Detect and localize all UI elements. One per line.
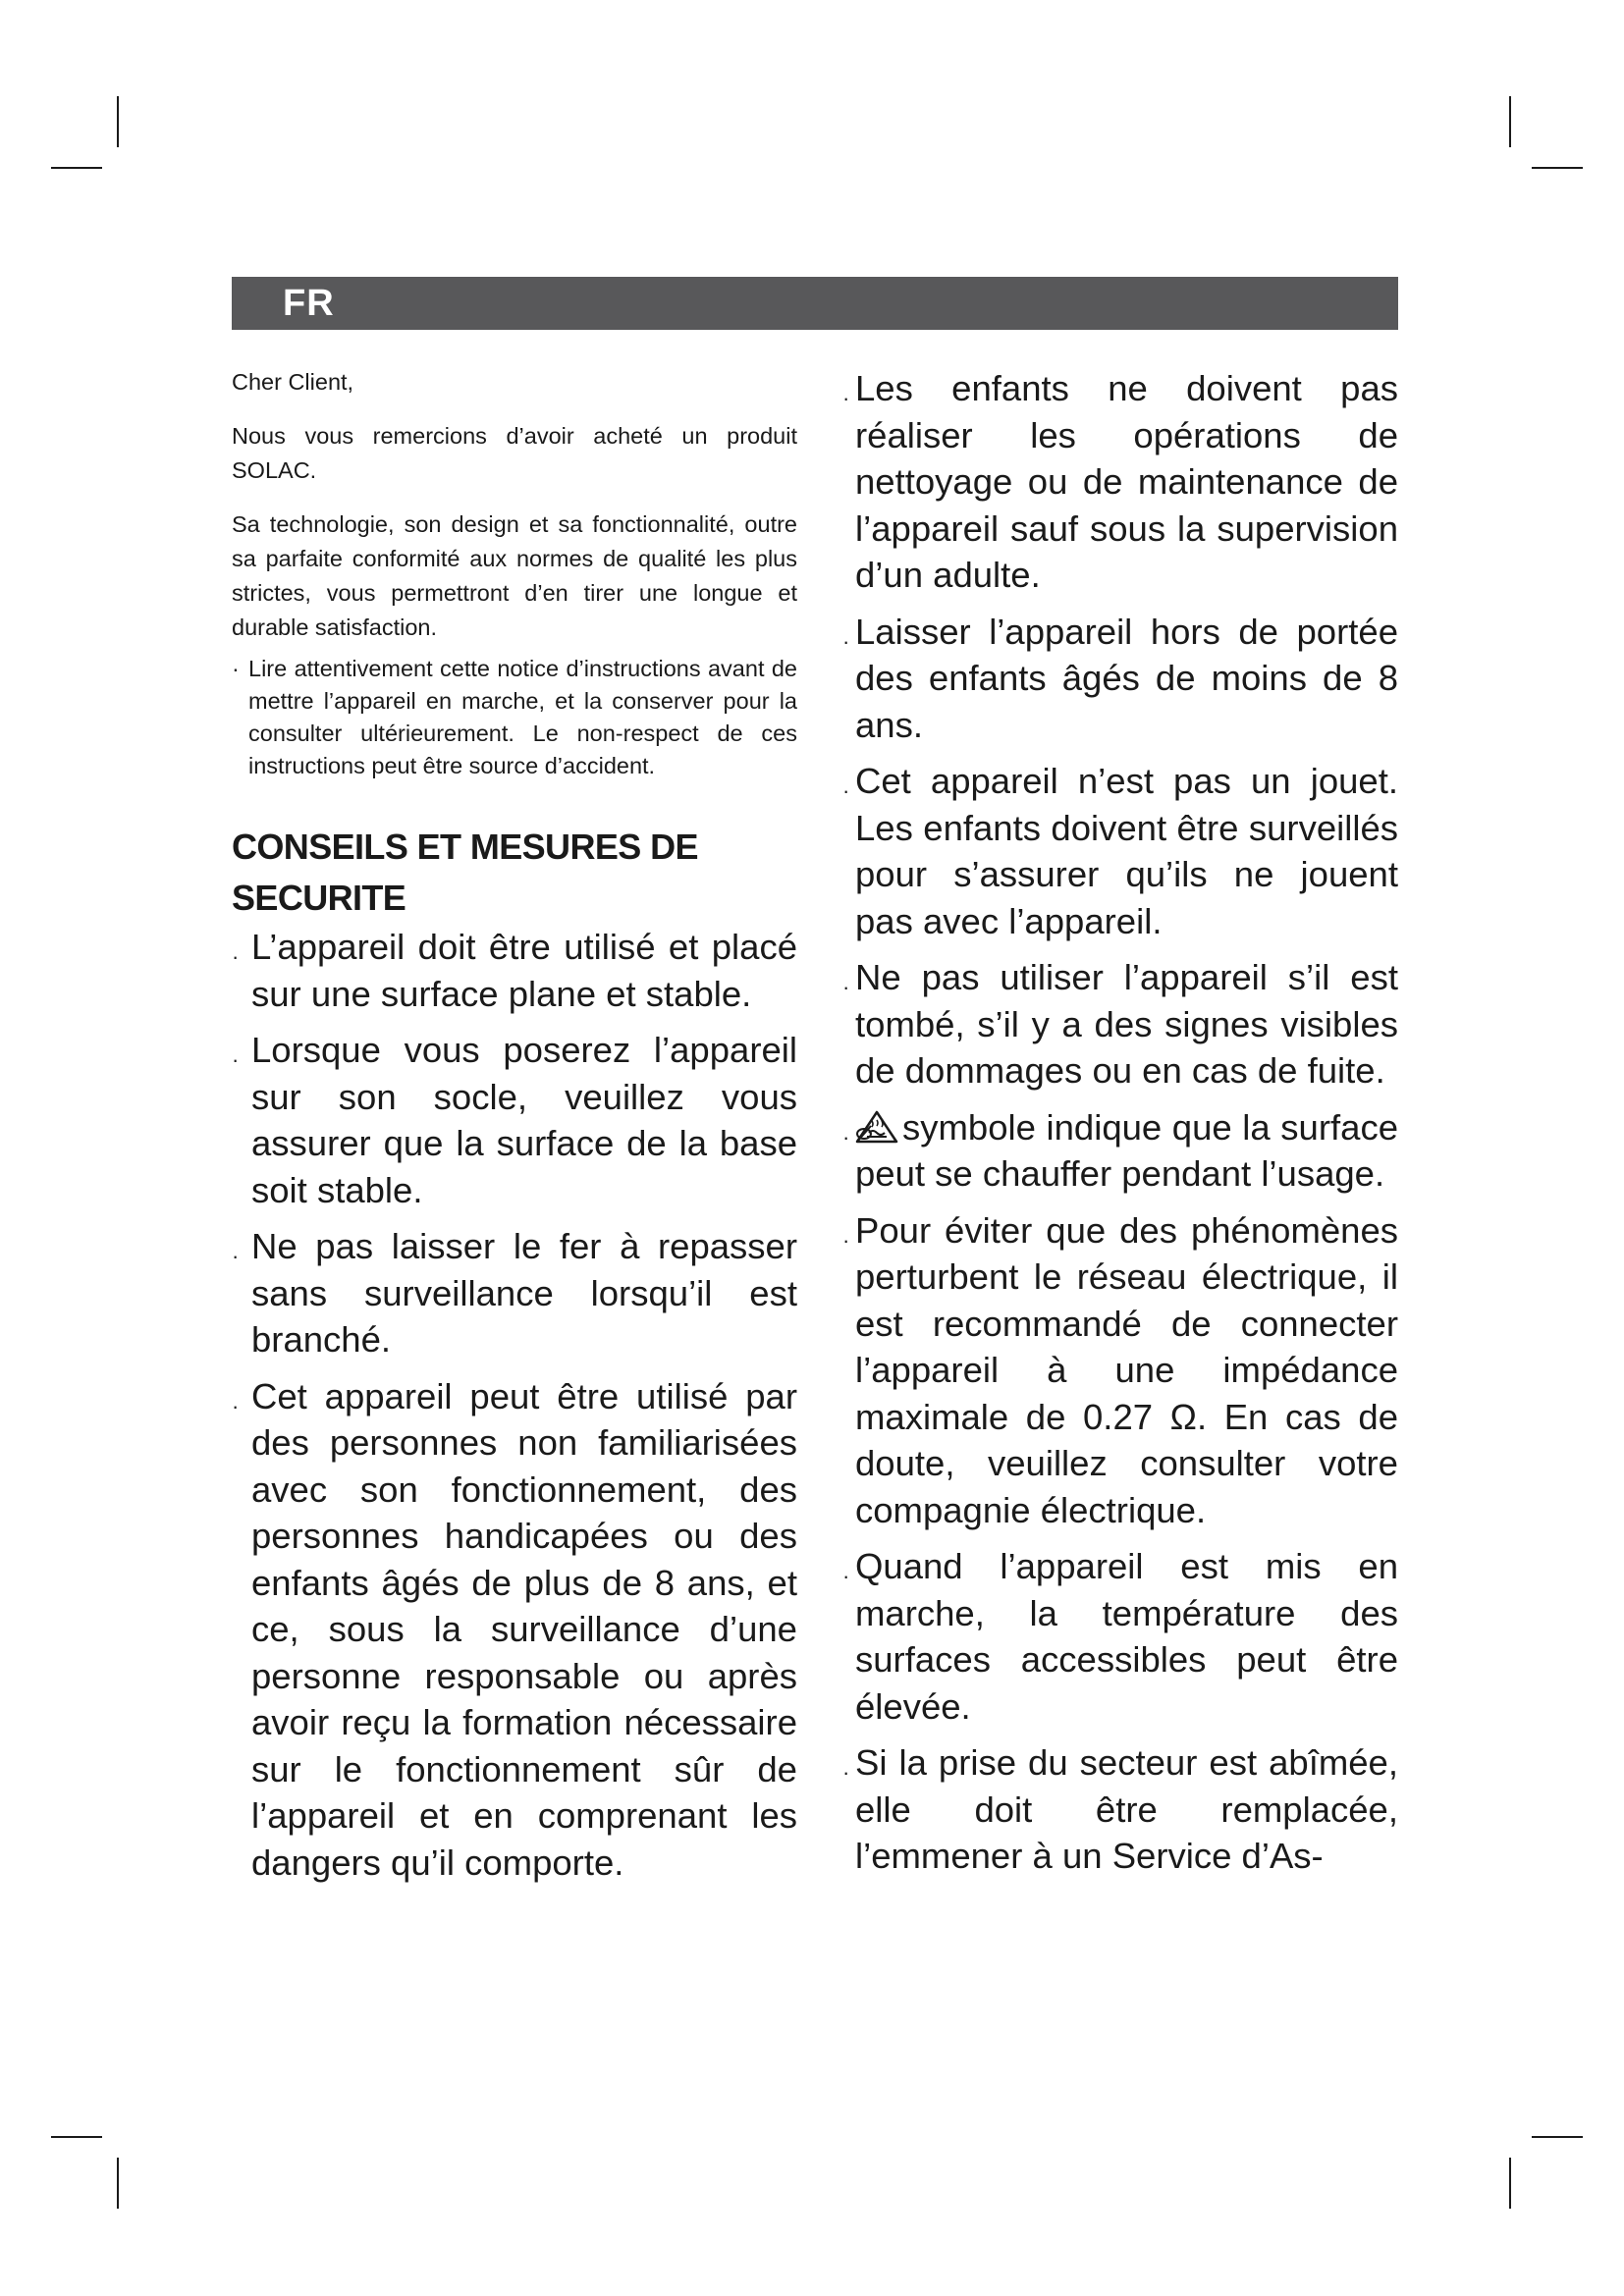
safety-bullet-right-7: [842, 1739, 1398, 1880]
bullet-dot: ·: [842, 1227, 850, 1253]
bullet-dot: ·: [232, 1047, 240, 1072]
bullet-dot: ·: [842, 778, 850, 803]
greeting: Cher Client,: [232, 369, 354, 395]
safety-bullet-right-symbol: [842, 1104, 1398, 1198]
bullet-dot: ·: [842, 628, 850, 654]
intro-paragraph-1: Nous vous remercions d’avoir acheté un produit SOLAC.: [232, 423, 797, 483]
hot-surface-warning-icon: [855, 1110, 898, 1144]
safety-bullet-left-2: [232, 1027, 797, 1213]
safety-bullet-right-1: [842, 365, 1398, 599]
bullet-dot: ·: [842, 1564, 850, 1588]
language-code: FR: [283, 283, 335, 324]
section-heading: CONSEILS ET MESURES DE SECURITE: [232, 827, 698, 918]
safety-bullet-left-1: [232, 924, 797, 1017]
safety-bullet-left-3: [232, 1223, 797, 1363]
crop-mark-top-right-horizontal: [1532, 167, 1583, 169]
crop-mark-bottom-left-vertical: [117, 2158, 119, 2209]
safety-bullet-text: Pour éviter que des phénomènes perturbent le réseau électrique, il est recommandé de connecter l’appareil à une impédance maximale de 0.27 Ω. En cas de doute, veuillez consulter votre compagnie électrique.: [855, 1209, 1398, 1530]
crop-mark-bottom-right-horizontal: [1532, 2136, 1583, 2138]
right-column: [842, 365, 1398, 1890]
symbol-bullet-text: symbole indique que la surface peut se chauffer pendant l’usage.: [855, 1106, 1398, 1194]
crop-mark-top-left-horizontal: [51, 167, 102, 169]
safety-bullet-right-4: [842, 954, 1398, 1095]
bullet-dot: ·: [842, 386, 850, 410]
safety-bullet-text: Ne pas utiliser l’appareil s’il est tombé, s’il y a des signes visibles de dommages ou en cas de fuite.: [855, 957, 1398, 1091]
safety-bullet-text: L’appareil doit être utilisé et placé sur une surface plane et stable.: [251, 927, 797, 1014]
bullet-dot: ·: [842, 1124, 850, 1149]
bullet-dot: ·: [232, 1393, 240, 1418]
crop-mark-bottom-left-horizontal: [51, 2136, 102, 2138]
safety-bullet-text: Ne pas laisser le fer à repasser sans surveillance lorsqu’il est branché.: [251, 1226, 797, 1360]
safety-bullet-text: Lorsque vous poserez l’appareil sur son socle, veuillez vous assurer que la surface de la base soit stable.: [251, 1030, 797, 1210]
safety-bullet-text: Si la prise du secteur est abîmée, elle doit être remplacée, l’emmener à un Service d’As-: [855, 1742, 1398, 1876]
safety-bullet-right-5: [842, 1207, 1398, 1534]
safety-bullet-text: Quand l’appareil est mis en marche, la température des surfaces accessibles peut être élevée.: [855, 1546, 1398, 1727]
safety-bullet-text: Les enfants ne doivent pas réaliser les opérations de nettoyage ou de maintenance de l’appareil sauf sous la supervision d’un adulte.: [855, 368, 1398, 595]
crop-mark-bottom-right-vertical: [1509, 2158, 1511, 2209]
safety-bullet-right-6: [842, 1543, 1398, 1730]
crop-mark-top-left-vertical: [117, 96, 119, 147]
safety-bullet-text: Laisser l’appareil hors de portée des enfants âgés de moins de 8 ans.: [855, 611, 1398, 745]
intro-bullet: [232, 653, 797, 782]
bullet-dot: ·: [232, 944, 240, 969]
intro-paragraph-2: Sa technologie, son design et sa fonctionnalité, outre sa parfaite conformité aux normes de qualité les plus strictes, vous permettront d’en tirer une longue et durable satisfaction.: [232, 511, 797, 640]
intro-bullet-text: Lire attentivement cette notice d’instructions avant de mettre l’appareil en marche, et la conserver pour la consulter ultérieurement. Le non-respect de ces instructions peut être source d’accident.: [248, 656, 797, 778]
language-header-bar: [232, 277, 1398, 330]
safety-bullet-text: Cet appareil n’est pas un jouet. Les enfants doivent être surveillés pour s’assurer qu’ils ne jouent pas avec l’appareil.: [855, 761, 1398, 941]
safety-bullet-right-2: [842, 609, 1398, 749]
bullet-dot: ·: [232, 1244, 240, 1268]
safety-bullet-left-4: [232, 1373, 797, 1887]
bullet-dot: ·: [842, 1760, 850, 1785]
bullet-dot: ·: [842, 975, 850, 999]
crop-mark-top-right-vertical: [1509, 96, 1511, 147]
safety-bullet-right-3: [842, 758, 1398, 944]
safety-bullet-text: Cet appareil peut être utilisé par des personnes non familiarisées avec son fonctionnement, des personnes handicapées ou des enfants âgés de plus de 8 ans, et ce, sous la surveillance d’une personne responsable ou après avoir reçu la formation nécessaire sur le fonctionnement sûr de l’appareil et en comprenant les dangers qu’il comporte.: [251, 1375, 797, 1883]
left-column: [232, 365, 797, 1896]
bullet-dot: ·: [232, 656, 240, 681]
